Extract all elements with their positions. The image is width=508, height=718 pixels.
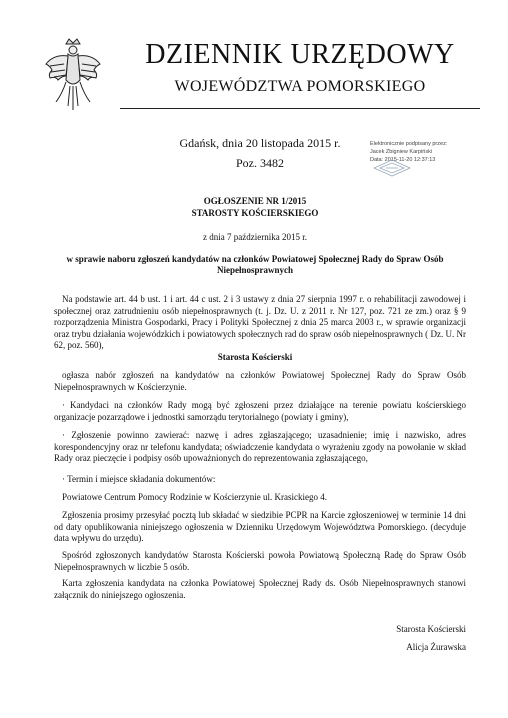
authority-heading: Starosta Kościerski [217, 352, 293, 362]
announces-paragraph: ogłasza nabór zgłoszeń na kandydatów na członków Powiatowej Społecznej Rady do Spraw Osób Niepełnosprawnych w Kościerzynie. [54, 370, 466, 392]
masthead-subtitle: WOJEWÓDZTWA POMORSKIEGO [174, 78, 426, 95]
esig-line-1: Elektronicznie podpisany przez: [370, 141, 448, 147]
masthead-divider [120, 108, 480, 109]
announcement-issuer: STAROSTY KOŚCIERSKIEGO [191, 208, 319, 218]
announcement-subject-2: Niepełnosprawnych [216, 265, 293, 275]
announcement-date: z dnia 7 października 2015 r. [203, 232, 307, 242]
masthead-title: DZIENNIK URZĘDOWY [145, 39, 455, 70]
legal-basis-paragraph: Na podstawie art. 44 b ust. 1 i art. 44 c ust. 2 i 3 ustawy z dnia 27 sierpnia 1997 r. o rehabilitacji zawodowej i społecznej oraz zatrudnieniu osób niepełnosprawnych (t. j. Dz. U. z 2011 r. Nr 127, poz. 721 ze zm.) oraz § 9 rozporządzenia Ministra Gospodarki, Pracy i Polityki Społecznej z dnia 25 marca 2003 r., w sprawie organizacji oraz trybu działania wojewódzkich i powiatowych społecznych rad do spraw osób niepełnosprawnych ( Dz. U. Nr 62, poz. 560), [54, 294, 466, 350]
instructions-paragraph: Zgłoszenia prosimy przesyłać pocztą lub składać w siedzibie PCPR na Karcie zgłoszeniowej w terminie 14 dni od daty opublikowania niniejszego ogłoszenia w Dzienniku Urzędowym Województwa Pomorskiego. (decyduje data wpływu do urzędu). [54, 510, 466, 543]
announcement-title: OGŁOSZENIE NR 1/2015 [203, 196, 307, 206]
signature-name: Alicja Żurawska [406, 642, 466, 652]
institution-paragraph: Powiatowe Centrum Pomocy Rodzinie w Kościerzynie ul. Krasickiego 4. [62, 492, 327, 502]
esig-line-3: Data: 2015-11-20 12:37:13 [370, 157, 436, 163]
place-date: Gdańsk, dnia 20 listopada 2015 r. [179, 136, 341, 150]
submission-paragraph: · Zgłoszenie powinno zawierać: nazwę i adres zgłaszającego; uzasadnienie; imię i nazwisko, adres korespondencyjny oraz nr telefonu kandydata; oświadczenie kandydata o wyrażeniu zgody na powołanie w skład Rady oraz pieczęcie i podpisy osób upoważnionych do reprezentowania zgłaszającego, [54, 430, 466, 463]
deadline-paragraph: · Termin i miejsce składania dokumentów: [62, 474, 216, 484]
candidates-paragraph: · Kandydaci na członków Rady mogą być zgłoszeni przez działające na terenie powiatu kościerskiego organizacje pozarządowe i jednostki samorządu terytorialnego (powiaty i gminy), [54, 400, 466, 422]
appointment-paragraph: Spośród zgłoszonych kandydatów Starosta Kościerski powoła Powiatową Społeczną Radę do Spraw Osób Niepełnosprawnych w liczbie 5 osób. [54, 550, 466, 572]
announcement-subject-1: w sprawie naboru zgłoszeń kandydatów na członków Powiatowej Społecznej Rady do Spraw Osób [66, 254, 444, 264]
signature-title: Starosta Kościerski [396, 624, 466, 634]
attachment-paragraph: Karta zgłoszenia kandydata na członka Powiatowej Społecznej Rady ds. Osób Niepełnosprawnych stanowi załącznik do niniejszego ogłoszenia. [54, 578, 466, 600]
signature-mark-icon [372, 158, 412, 178]
eagle-emblem-icon [42, 36, 104, 114]
position-number: Poz. 3482 [236, 156, 284, 170]
esig-line-2: Jacek Zbigniew Karpiński [370, 149, 433, 155]
